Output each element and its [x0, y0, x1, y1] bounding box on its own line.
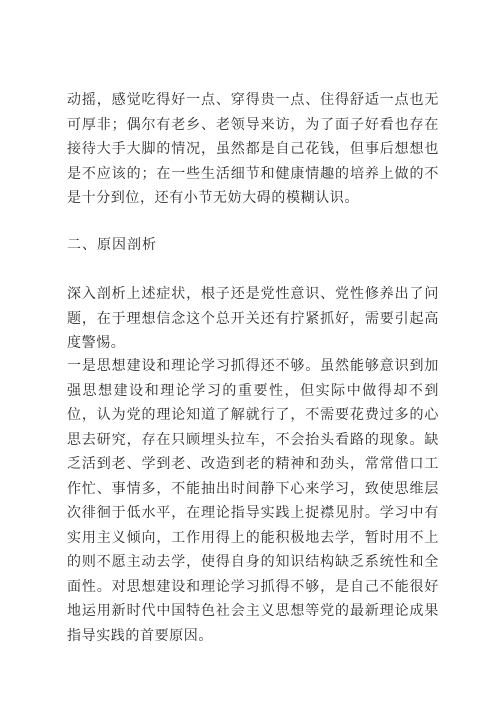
body-paragraph: 一是思想建设和理论学习抓得还不够。虽然能够意识到加强思想建设和理论学习的重要性，但实际中做得却不到位，认为党的理论知道了解就行了，不需要花费过多的心思去研究，存在只顾埋头拉车，不会抬头看路的现象。缺乏活到老、学到老、改造到老的精神和劲头，常常借口工作忙、事情多，不能抽出时间静下心来学习，致使思维层次徘徊于低水平，在理论指导实践上捉襟见肘。学习中有实用主义倾向，工作用得上的能积极地去学，暂时用不上的则不愿主动去学，使得自身的知识结构缺乏系统性和全面性。对思想建设和理论学习抓得不够，是自己不能很好地运用新时代中国特色社会主义思想等党的最新理论成果指导实践的首要原因。 — [67, 358, 439, 644]
body-paragraph: 深入剖析上述症状，根子还是党性意识、党性修养出了问题，在于理想信念这个总开关还有拧紧抓好，需要引起高度警惕。 — [67, 286, 439, 351]
body-paragraph: 动摇，感觉吃得好一点、穿得贵一点、住得舒适一点也无可厚非；偶尔有老乡、老领导来访，为了面子好看也存在接待大手大脚的情况，虽然都是自己花钱，但事后想想也是不应该的；在一些生活细节和健康情趣的培养上做的不是十分到位，还有小节无妨大碍的模糊认识。 — [67, 92, 439, 206]
section-heading: 二、原因剖析 — [67, 237, 157, 253]
